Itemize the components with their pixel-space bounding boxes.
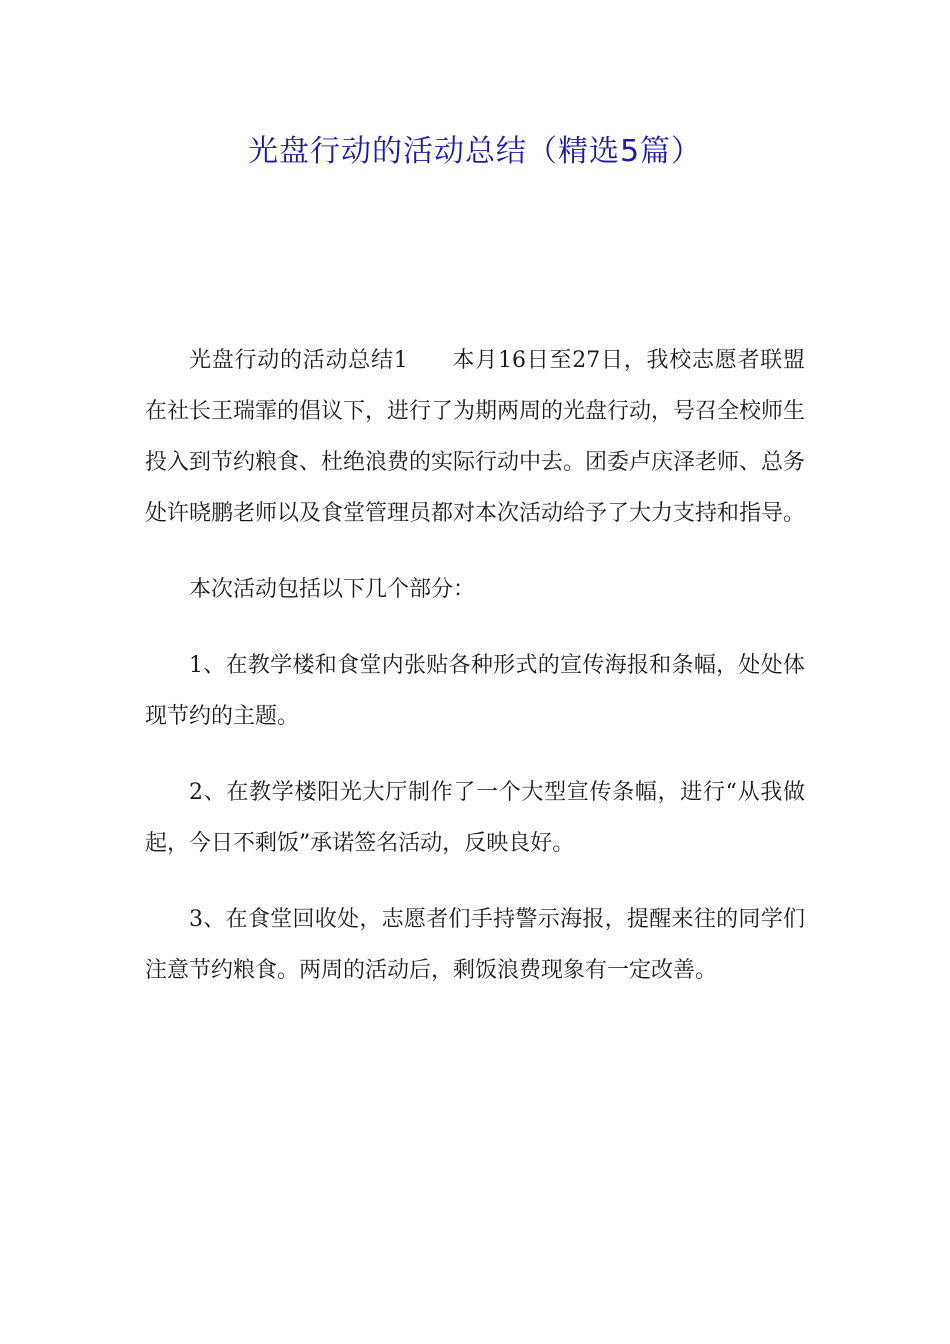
- document-body: [145, 335, 805, 996]
- paragraph-item-2: 2、在教学楼阳光大厅制作了一个大型宣传条幅，进行“从我做起，今日不剩饭”承诺签名活动，反映良好。: [145, 780, 805, 856]
- paragraph-item-1: 1、在教学楼和食堂内张贴各种形式的宣传海报和条幅，处处体现节约的主题。: [145, 653, 805, 729]
- paragraph-lead: 光盘行动的活动总结1: [189, 348, 408, 373]
- paragraph-text: 本月16日至27日，我校志愿者联盟在社长王瑞霏的倡议下，进行了为期两周的光盘行动，号召全校师生投入到节约粮食、杜绝浪费的实际行动中去。团委卢庆泽老师、总务处许晓鹏老师以及食堂管理员都对本次活动给予了大力支持和指导。: [145, 348, 806, 526]
- paragraph-parts-heading: 本次活动包括以下几个部分：: [189, 577, 476, 602]
- paragraph-item-3: 3、在食堂回收处，志愿者们手持警示海报，提醒来往的同学们注意节约粮食。两周的活动后，剩饭浪费现象有一定改善。: [145, 907, 805, 983]
- document-title: 光盘行动的活动总结（精选5篇）: [247, 134, 703, 169]
- paragraph-intro: [145, 335, 805, 539]
